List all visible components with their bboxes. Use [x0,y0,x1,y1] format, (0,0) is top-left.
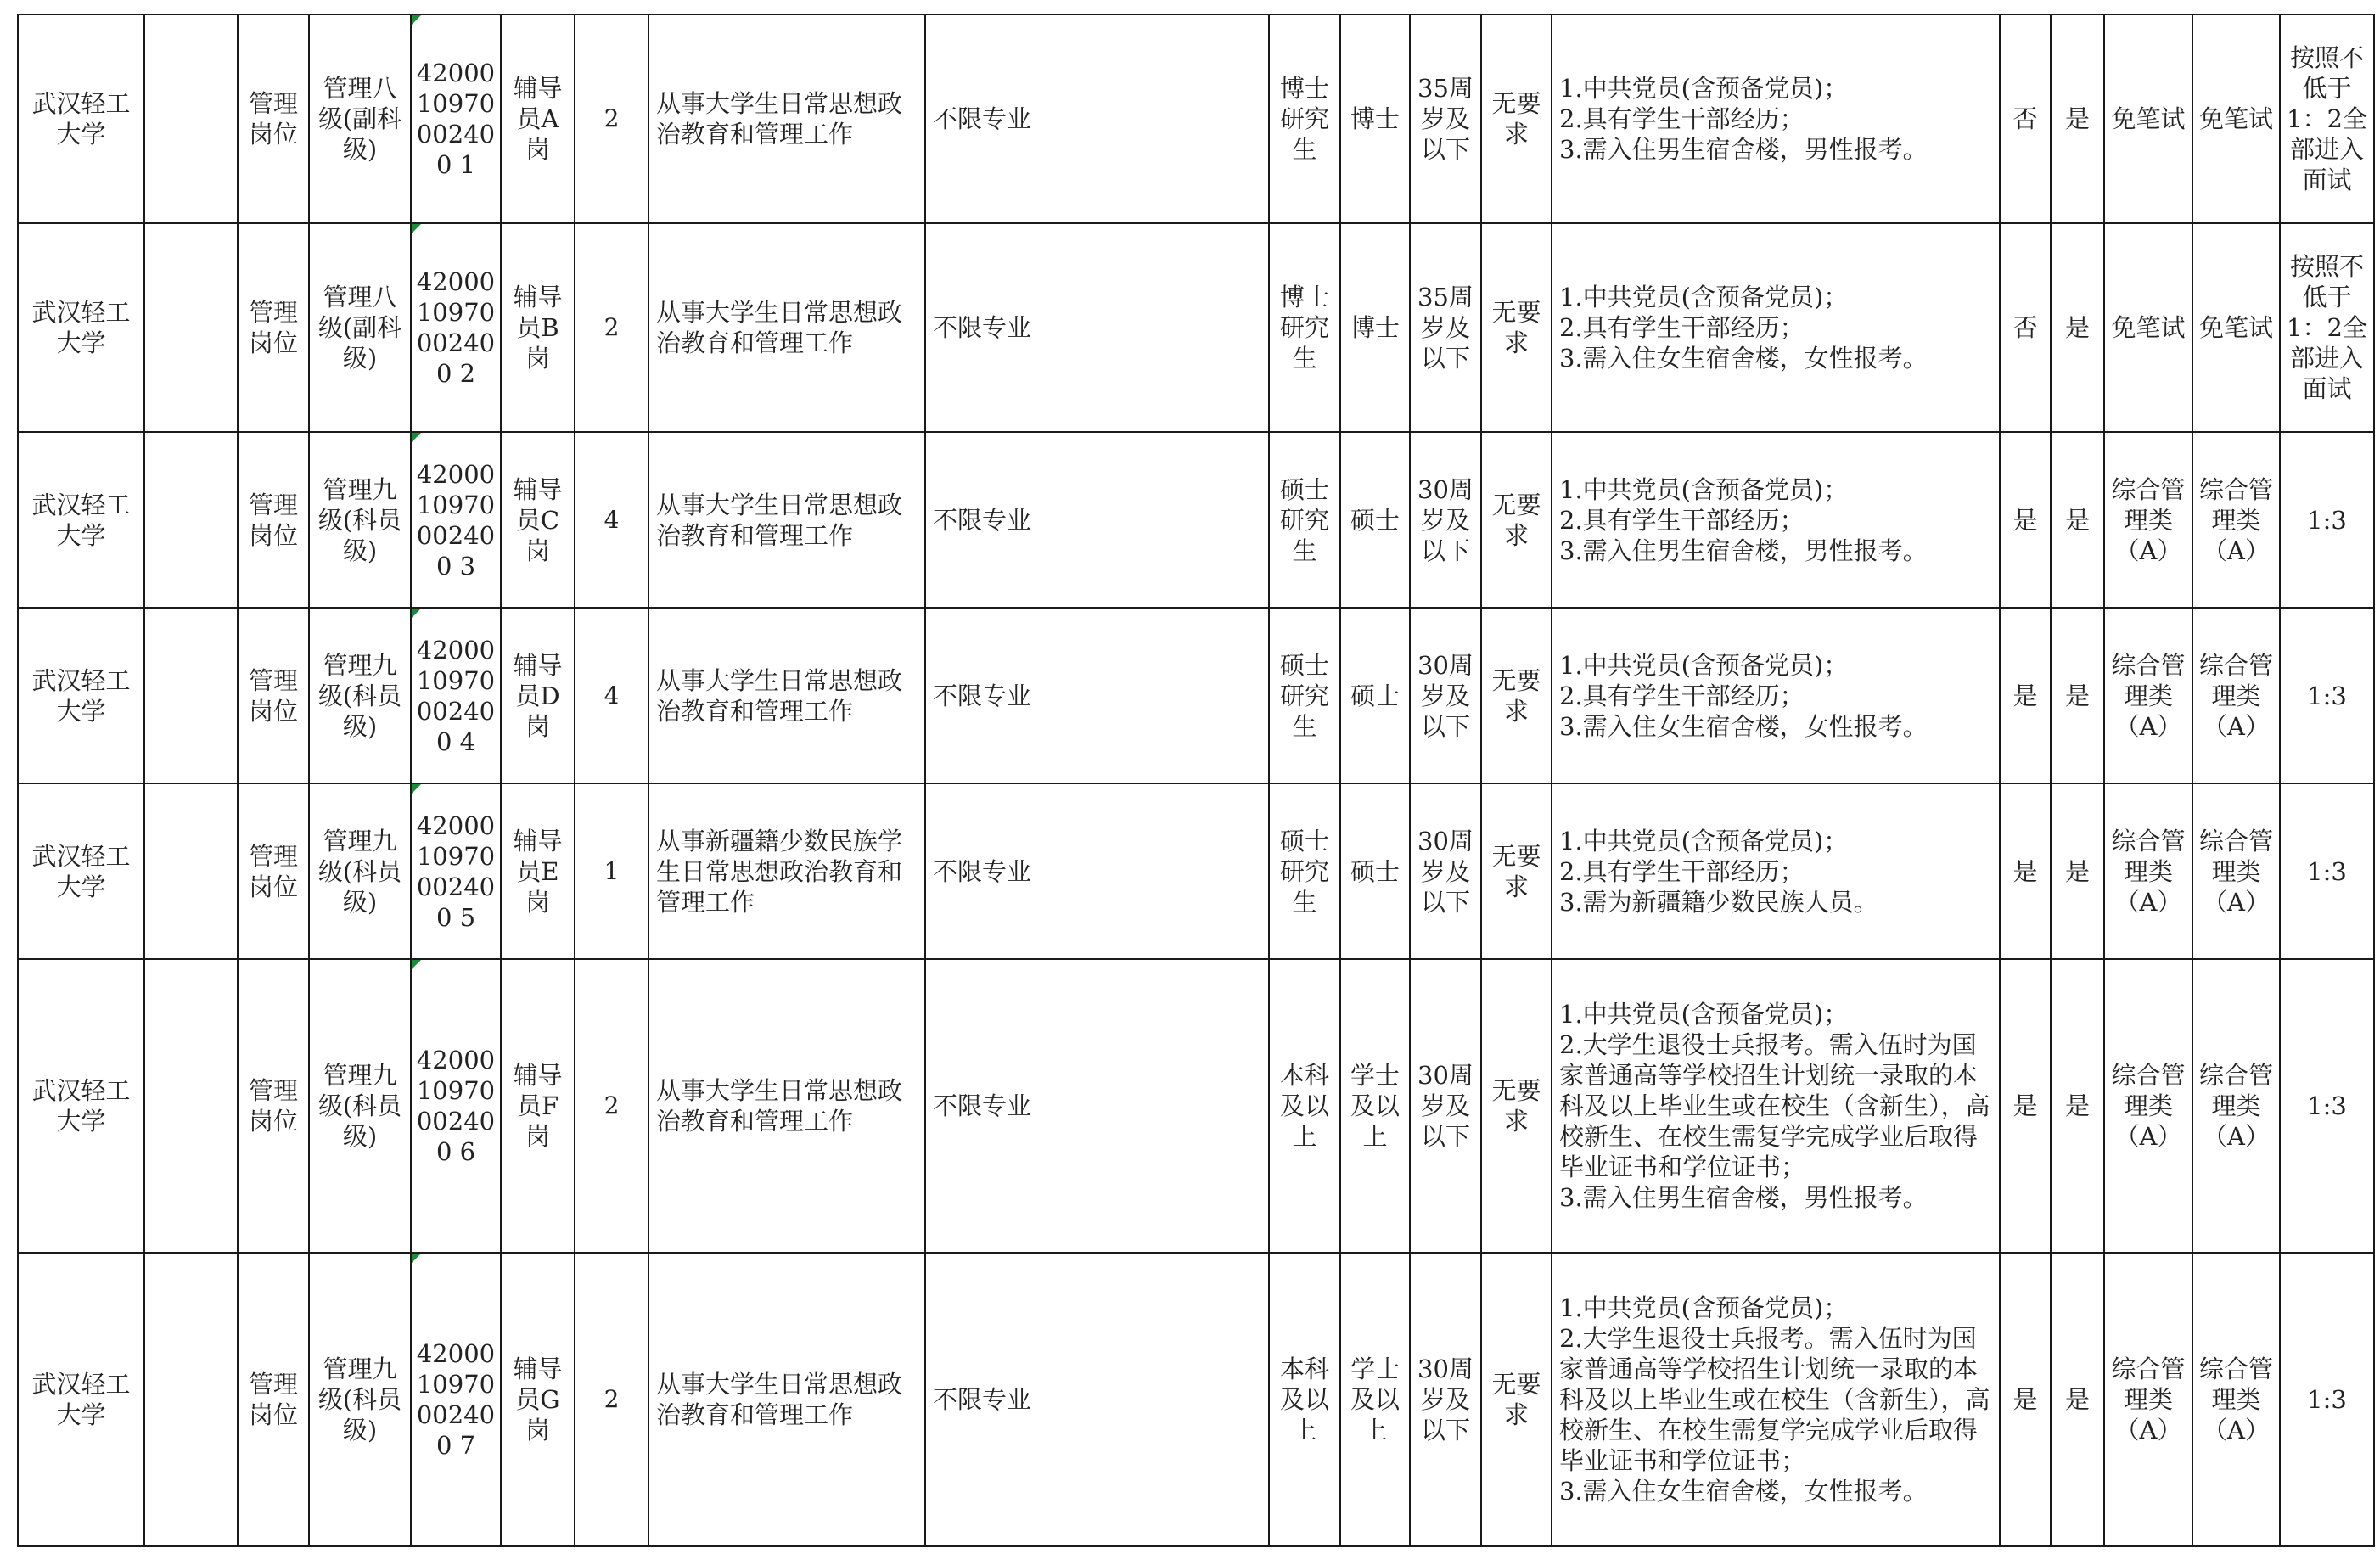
post-category-cell: 管理岗位 [238,223,309,432]
department-cell [144,959,238,1253]
age-cell: 30周岁及以下 [1410,959,1481,1253]
department-cell [144,14,238,223]
department-cell [144,223,238,432]
unit-cell: 武汉轻工大学 [18,608,144,783]
duty-cell: 从事大学生日常思想政治教育和管理工作 [648,223,925,432]
headcount-cell: 2 [575,959,648,1253]
headcount-cell: 2 [575,14,648,223]
exam-type-cell-2: 免笔试 [2192,14,2280,223]
post-code-cell [411,14,501,223]
post-level-cell: 管理九级(科员级) [309,432,411,608]
table-row [18,14,2374,223]
post-code: 4200010970002400 4 [416,635,496,756]
exam-type-cell-2: 免笔试 [2192,223,2280,432]
duty-cell: 从事大学生日常思想政治教育和管理工作 [648,959,925,1253]
experience-cell: 无要求 [1481,1253,1552,1546]
major-cell: 不限专业 [925,783,1269,959]
exam-type-cell-2: 综合管理类（A） [2192,959,2280,1253]
flag-cell-1: 否 [2000,223,2051,432]
flag-cell-1: 是 [2000,959,2051,1253]
table-row [18,432,2374,608]
degree-cell: 硕士 [1340,608,1410,783]
interview-ratio-cell: 1:3 [2280,432,2374,608]
interview-ratio-cell: 1:3 [2280,1253,2374,1546]
headcount-cell: 2 [575,223,648,432]
post-level-cell: 管理八级(副科级) [309,14,411,223]
age-cell: 35周岁及以下 [1410,223,1481,432]
duty-cell: 从事大学生日常思想政治教育和管理工作 [648,14,925,223]
cell-marker [412,784,421,794]
major-cell: 不限专业 [925,1253,1269,1546]
duty-cell: 从事大学生日常思想政治教育和管理工作 [648,608,925,783]
education-cell: 硕士研究生 [1269,432,1340,608]
duty-cell: 从事新疆籍少数民族学生日常思想政治教育和管理工作 [648,783,925,959]
interview-ratio-cell: 1:3 [2280,959,2374,1253]
department-cell [144,432,238,608]
flag-cell-2: 是 [2051,14,2104,223]
experience-cell: 无要求 [1481,432,1552,608]
unit-cell: 武汉轻工大学 [18,223,144,432]
post-code-cell [411,959,501,1253]
post-name-cell: 辅导员G岗 [501,1253,575,1546]
post-code: 4200010970002400 1 [416,59,496,179]
flag-cell-2: 是 [2051,783,2104,959]
requirements-cell: 1.中共党员(含预备党员)； 2.具有学生干部经历； 3.需入住男生宿舍楼，男性报考。 [1552,14,2000,223]
requirements-cell: 1.中共党员(含预备党员)； 2.大学生退役士兵报考。需入伍时为国家普通高等学校招生计划统一录取的本科及以上毕业生或在校生（含新生），高校新生、在校生需复学完成学业后取得毕业证书和学位证书； 3.需入住女生宿舍楼，女性报考。 [1552,1253,2000,1546]
education-cell: 硕士研究生 [1269,608,1340,783]
education-cell: 博士研究生 [1269,14,1340,223]
unit-cell: 武汉轻工大学 [18,959,144,1253]
age-cell: 30周岁及以下 [1410,608,1481,783]
experience-cell: 无要求 [1481,783,1552,959]
flag-cell-2: 是 [2051,959,2104,1253]
flag-cell-2: 是 [2051,223,2104,432]
exam-type-cell-1: 综合管理类（A） [2104,959,2192,1253]
post-category-cell: 管理岗位 [238,1253,309,1546]
table-row [18,608,2374,783]
post-name-cell: 辅导员F岗 [501,959,575,1253]
major-cell: 不限专业 [925,608,1269,783]
interview-ratio-cell: 按照不低于1：2全部进入面试 [2280,14,2374,223]
flag-cell-1: 否 [2000,14,2051,223]
degree-cell: 硕士 [1340,432,1410,608]
post-code: 4200010970002400 5 [416,811,496,932]
major-cell: 不限专业 [925,432,1269,608]
table-row [18,783,2374,959]
major-cell: 不限专业 [925,223,1269,432]
post-code-cell [411,223,501,432]
post-code-cell [411,608,501,783]
post-category-cell: 管理岗位 [238,432,309,608]
post-name-cell: 辅导员A岗 [501,14,575,223]
major-cell: 不限专业 [925,14,1269,223]
age-cell: 30周岁及以下 [1410,783,1481,959]
flag-cell-1: 是 [2000,1253,2051,1546]
requirements-cell: 1.中共党员(含预备党员)； 2.具有学生干部经历； 3.需入住女生宿舍楼，女性报考。 [1552,608,2000,783]
requirements-cell: 1.中共党员(含预备党员)； 2.具有学生干部经历； 3.需入住男生宿舍楼，男性报考。 [1552,432,2000,608]
post-category-cell: 管理岗位 [238,14,309,223]
unit-cell: 武汉轻工大学 [18,1253,144,1546]
exam-type-cell-2: 综合管理类（A） [2192,1253,2280,1546]
age-cell: 30周岁及以下 [1410,432,1481,608]
degree-cell: 博士 [1340,14,1410,223]
requirements-cell: 1.中共党员(含预备党员)； 2.大学生退役士兵报考。需入伍时为国家普通高等学校招生计划统一录取的本科及以上毕业生或在校生（含新生），高校新生、在校生需复学完成学业后取得毕业证书和学位证书； 3.需入住男生宿舍楼，男性报考。 [1552,959,2000,1253]
requirements-cell: 1.中共党员(含预备党员)； 2.具有学生干部经历； 3.需入住女生宿舍楼，女性报考。 [1552,223,2000,432]
post-category-cell: 管理岗位 [238,783,309,959]
education-cell: 博士研究生 [1269,223,1340,432]
department-cell [144,783,238,959]
department-cell [144,608,238,783]
post-code-cell [411,1253,501,1546]
flag-cell-2: 是 [2051,432,2104,608]
post-level-cell: 管理九级(科员级) [309,783,411,959]
flag-cell-1: 是 [2000,783,2051,959]
degree-cell: 学士及以上 [1340,1253,1410,1546]
unit-cell: 武汉轻工大学 [18,432,144,608]
headcount-cell: 2 [575,1253,648,1546]
major-cell: 不限专业 [925,959,1269,1253]
post-category-cell: 管理岗位 [238,608,309,783]
duty-cell: 从事大学生日常思想政治教育和管理工作 [648,432,925,608]
post-code: 4200010970002400 7 [416,1339,496,1460]
post-name-cell: 辅导员B岗 [501,223,575,432]
experience-cell: 无要求 [1481,14,1552,223]
post-level-cell: 管理九级(科员级) [309,959,411,1253]
table-row [18,959,2374,1253]
post-level-cell: 管理八级(副科级) [309,223,411,432]
post-category-cell: 管理岗位 [238,959,309,1253]
exam-type-cell-2: 综合管理类（A） [2192,432,2280,608]
cell-marker [412,15,421,25]
cell-marker [412,609,421,618]
duty-cell: 从事大学生日常思想政治教育和管理工作 [648,1253,925,1546]
exam-type-cell-2: 综合管理类（A） [2192,783,2280,959]
exam-type-cell-1: 综合管理类（A） [2104,783,2192,959]
post-code: 4200010970002400 6 [416,1046,496,1166]
headcount-cell: 1 [575,783,648,959]
headcount-cell: 4 [575,432,648,608]
age-cell: 35周岁及以下 [1410,14,1481,223]
post-code: 4200010970002400 2 [416,267,496,388]
post-code-cell [411,783,501,959]
department-cell [144,1253,238,1546]
exam-type-cell-1: 综合管理类（A） [2104,1253,2192,1546]
unit-cell: 武汉轻工大学 [18,14,144,223]
cell-marker [412,224,421,233]
flag-cell-2: 是 [2051,1253,2104,1546]
exam-type-cell-1: 综合管理类（A） [2104,608,2192,783]
exam-type-cell-1: 综合管理类（A） [2104,432,2192,608]
experience-cell: 无要求 [1481,223,1552,432]
post-code-cell [411,432,501,608]
education-cell: 本科及以上 [1269,1253,1340,1546]
flag-cell-1: 是 [2000,432,2051,608]
exam-type-cell-1: 免笔试 [2104,223,2192,432]
headcount-cell: 4 [575,608,648,783]
recruitment-table [17,14,2375,1547]
education-cell: 硕士研究生 [1269,783,1340,959]
exam-type-cell-1: 免笔试 [2104,14,2192,223]
unit-cell: 武汉轻工大学 [18,783,144,959]
interview-ratio-cell: 按照不低于1：2全部进入面试 [2280,223,2374,432]
post-level-cell: 管理九级(科员级) [309,608,411,783]
degree-cell: 学士及以上 [1340,959,1410,1253]
post-name-cell: 辅导员E岗 [501,783,575,959]
degree-cell: 博士 [1340,223,1410,432]
age-cell: 30周岁及以下 [1410,1253,1481,1546]
post-level-cell: 管理九级(科员级) [309,1253,411,1546]
cell-marker [412,960,421,969]
flag-cell-2: 是 [2051,608,2104,783]
education-cell: 本科及以上 [1269,959,1340,1253]
table-row [18,223,2374,432]
exam-type-cell-2: 综合管理类（A） [2192,608,2280,783]
experience-cell: 无要求 [1481,608,1552,783]
post-code: 4200010970002400 3 [416,459,496,581]
cell-marker [412,433,421,442]
experience-cell: 无要求 [1481,959,1552,1253]
requirements-cell: 1.中共党员(含预备党员)； 2.具有学生干部经历； 3.需为新疆籍少数民族人员。 [1552,783,2000,959]
flag-cell-1: 是 [2000,608,2051,783]
post-name-cell: 辅导员C岗 [501,432,575,608]
degree-cell: 硕士 [1340,783,1410,959]
interview-ratio-cell: 1:3 [2280,783,2374,959]
interview-ratio-cell: 1:3 [2280,608,2374,783]
cell-marker [412,1254,421,1263]
table-row [18,1253,2374,1546]
post-name-cell: 辅导员D岗 [501,608,575,783]
